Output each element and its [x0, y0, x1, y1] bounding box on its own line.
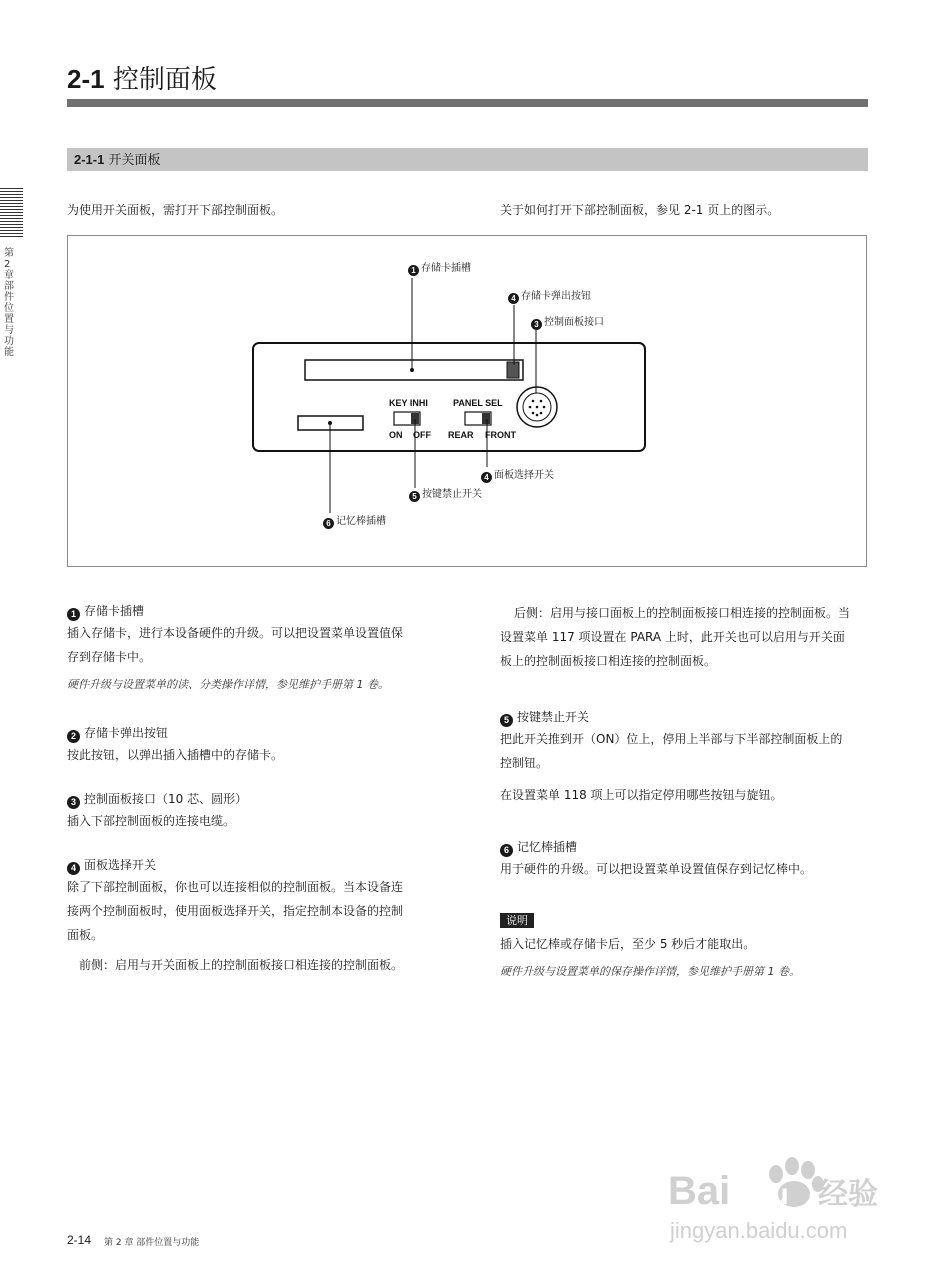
item-number: 3 [67, 796, 80, 809]
callout-memory-card-slot [408, 262, 471, 276]
item-5-line: 把此开关推到开（ON）位上，停用上半部与下半部控制面板上的 [500, 732, 843, 746]
page-title [67, 62, 217, 97]
callout-eject-button [508, 290, 591, 304]
title-rule [67, 99, 868, 107]
left-column [67, 601, 447, 977]
key-inhi-label: KEY INHI [389, 398, 428, 408]
callout-number: 4 [508, 293, 519, 304]
item-number: 6 [500, 844, 513, 857]
callout-label: 控制面板接口 [544, 317, 604, 328]
item-4-rear-line: 设置菜单 117 项设置在 PARA 上时，此开关也可以启用与开关面 [500, 630, 845, 644]
note-text: 插入记忆棒或存储卡后，至少 5 秒后才能取出。 [500, 937, 756, 951]
callout-label: 存储卡弹出按钮 [521, 291, 591, 302]
panel-sel-rear-label: REAR [448, 430, 474, 440]
callout-label: 记忆棒插槽 [336, 516, 386, 527]
watermark-cn: 经验 [818, 1177, 878, 1212]
key-inhi-on-label: ON [389, 430, 403, 440]
item-5-line: 控制钮。 [500, 756, 549, 770]
callout-panel-select-switch [481, 469, 554, 483]
panel-sel-label: PANEL SEL [453, 398, 503, 408]
callout-control-panel-connector [531, 316, 604, 330]
item-5-extra: 在设置菜单 118 项上可以指定停用哪些按钮与旋钮。 [500, 788, 783, 802]
right-column [500, 601, 870, 982]
item-number: 2 [67, 730, 80, 743]
item-title: 存储卡弹出按钮 [84, 726, 169, 740]
note-badge: 说明 [500, 913, 534, 928]
intro-left: 为使用开关面板，需打开下部控制面板。 [67, 203, 284, 217]
item-number: 5 [500, 714, 513, 727]
footer-chapter: 第 2 章 部件位置与功能 [104, 1238, 200, 1248]
item-3-line: 插入下部控制面板的连接电缆。 [67, 814, 236, 828]
baidu-watermark [668, 1150, 898, 1250]
item-2-line: 按此按钮，以弹出插入插槽中的存储卡。 [67, 748, 284, 762]
item-number: 1 [67, 608, 80, 621]
callout-number: 6 [323, 518, 334, 529]
callout-label: 存储卡插槽 [421, 263, 471, 274]
item-3-heading [67, 789, 447, 809]
watermark-brand-du: du [752, 1178, 789, 1211]
intro-right: 关于如何打开下部控制面板，参见 2-1 页上的图示。 [500, 203, 780, 217]
subsection-label: 开关面板 [108, 153, 161, 168]
callout-number: 4 [481, 472, 492, 483]
section-number: 2-1 [67, 64, 105, 94]
item-title: 记忆棒插槽 [517, 840, 578, 854]
callout-label: 面板选择开关 [494, 470, 554, 481]
eject-button [507, 362, 519, 378]
item-4-line: 除了下部控制面板，你也可以连接相似的控制面板。当本设备连 [67, 880, 404, 894]
item-title: 存储卡插槽 [84, 604, 145, 618]
callout-memory-stick-slot [323, 515, 386, 529]
item-4-rear-line: 板上的控制面板接口相连接的控制面板。 [500, 654, 717, 668]
section-title: 控制面板 [112, 65, 217, 95]
callout-key-inhibit-switch [409, 488, 482, 502]
item-title: 按键禁止开关 [517, 710, 590, 724]
item-title: 控制面板接口（10 芯、圆形） [84, 792, 248, 806]
panel-sel-front-label: FRONT [485, 430, 516, 440]
subsection-title [74, 150, 161, 170]
callout-label: 按键禁止开关 [422, 489, 482, 500]
switch-panel-drawing [67, 235, 867, 567]
callout-number: 1 [408, 265, 419, 276]
item-1-note: 硬件升级与设置菜单的读、分类操作详情，参见维护手册第 1 卷。 [67, 678, 389, 691]
note-block [500, 909, 870, 928]
watermark-url: jingyan.baidu.com [670, 1218, 848, 1243]
item-4-line: 接两个控制面板时，使用面板选择开关，指定控制本设备的控制 [67, 904, 404, 918]
item-1-line: 插入存储卡，进行本设备硬件的升级。可以把设置菜单设置值保 [67, 626, 404, 640]
item-6-line: 用于硬件的升级。可以把设置菜单设置值保存到记忆棒中。 [500, 862, 813, 876]
item-2-heading [67, 723, 447, 743]
chapter-tab-label: 第2章 部件位置与功能 [4, 248, 14, 358]
subsection-number: 2-1-1 [74, 152, 105, 167]
panel-sel-knob [482, 413, 490, 424]
item-4-line: 面板。 [67, 928, 104, 942]
item-1-line: 存到存储卡中。 [67, 650, 152, 664]
chapter-tab-marker [0, 188, 23, 238]
item-6-heading [500, 837, 870, 857]
subsection-bar [67, 148, 868, 171]
item-4-heading [67, 855, 447, 875]
item-5-heading [500, 707, 870, 727]
watermark-brand: Bai [668, 1169, 731, 1213]
callout-number: 3 [531, 319, 542, 330]
item-1-heading [67, 601, 447, 621]
item-4-rear-line: 后侧：启用与接口面板上的控制面板接口相连接的控制面板。当 [514, 606, 851, 620]
item-4-front: 前侧：启用与开关面板上的控制面板接口相连接的控制面板。 [79, 958, 404, 972]
item-title: 面板选择开关 [84, 858, 157, 872]
note-italic: 硬件升级与设置菜单的保存操作详情，参见维护手册第 1 卷。 [500, 965, 800, 978]
callout-number: 5 [409, 491, 420, 502]
item-number: 4 [67, 862, 80, 875]
page-number: 2-14 [67, 1233, 92, 1247]
key-inhi-off-label: OFF [413, 430, 431, 440]
